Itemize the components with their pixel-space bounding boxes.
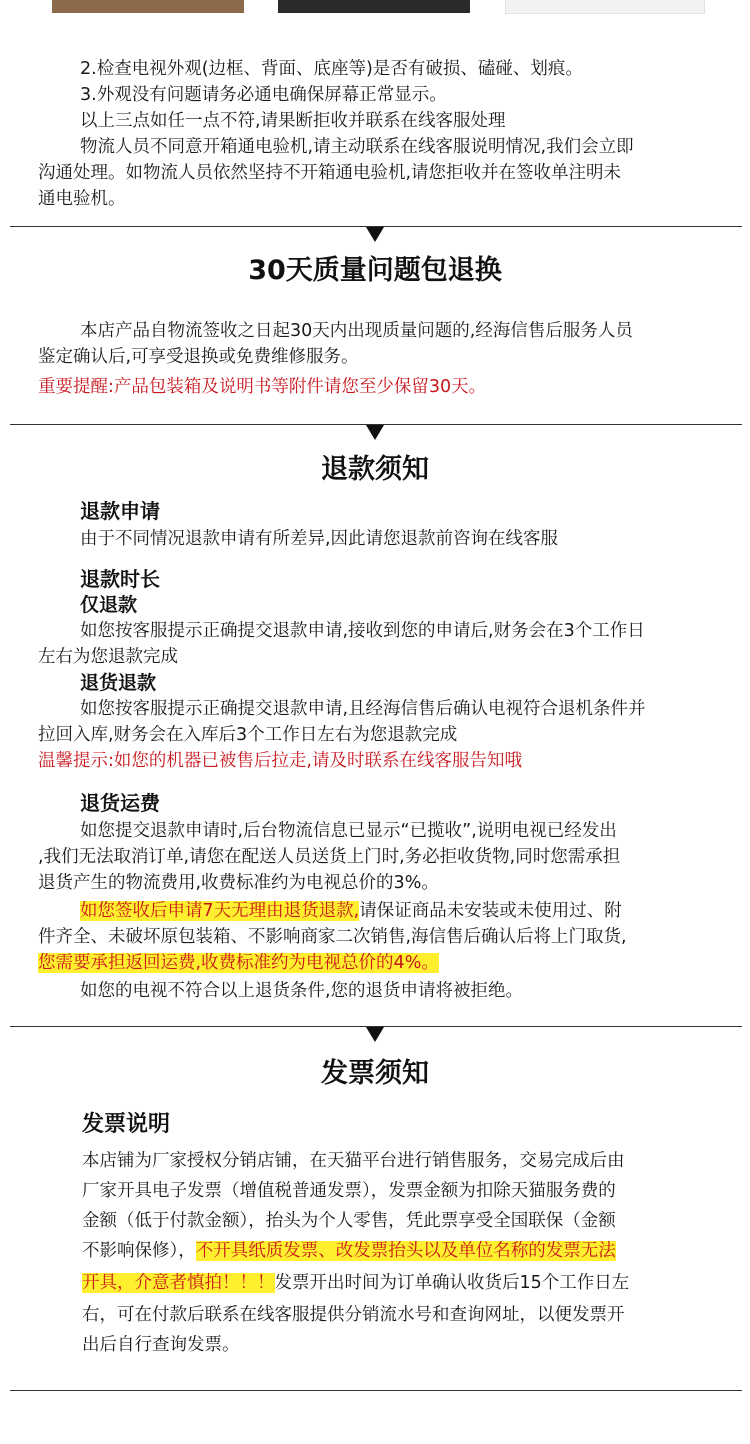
invoice-section-title: 发票须知 [321,1058,429,1089]
no-paper-invoice-highlight: 不开具纸质发票、改发票抬头以及单位名称的发票无法 [195,1241,616,1261]
tv-image-black-frame [278,0,470,13]
return-shipping-text-6 [38,950,439,976]
tv-image-white-frame [505,0,705,14]
invoice-text-4: 不影响保修），不开具纸质发票、改发票抬头以及单位名称的发票无法 [82,1241,616,1261]
caution-highlight: 开具，介意者慎拍！！！ [82,1273,275,1293]
refund-section-title: 退款须知 [321,454,429,485]
return-refund-text-1: 如您按客服提示正确提交退款申请,且经海信售后确认电视符合退机条件并 [80,699,646,719]
invoice-text-2: 厂家开具电子发票（增值税普通发票），发票金额为扣除天猫服务费的 [82,1181,616,1201]
down-arrow-icon [366,227,384,242]
refund-duration-heading: 退款时长 [80,567,160,591]
refund-apply-text: 由于不同情况退款申请有所差异,因此请您退款前咨询在线客服 [80,529,559,549]
inspection-note-4: 通电验机。 [38,189,126,209]
return-refund-text-2: 拉回入库,财务会在入库后3个工作日左右为您退款完成 [38,725,458,745]
inspection-note-2: 物流人员不同意开箱通电验机,请主动联系在线客服说明情况,我们会立即 [80,137,634,157]
refund-warm-tip: 温馨提示:如您的机器已被售后拉走,请及时联系在线客服告知哦 [38,751,522,771]
inspection-step-3: 3.外观没有问题请务必通电确保屏幕正常显示。 [80,85,447,105]
inspection-note-1: 以上三点如任一点不符,请果断拒收并联系在线客服处理 [80,111,506,131]
quality-text-2: 鉴定确认后,可享受退换或免费维修服务。 [38,347,359,367]
refund-only-text-2: 左右为您退款完成 [38,647,178,667]
down-arrow-icon [366,1027,384,1042]
refund-apply-heading: 退款申请 [80,499,160,523]
quality-text-1: 本店产品自物流签收之日起30天内出现质量问题的,经海信售后服务人员 [80,321,633,341]
return-refund-heading: 退货退款 [80,672,157,694]
invoice-text-7: 出后自行查询发票。 [82,1335,240,1355]
return-shipping-text-7: 如您的电视不符合以上退货条件,您的退货申请将被拒绝。 [80,981,524,1001]
refund-only-heading: 仅退款 [80,594,138,616]
inspection-step-2: 2.检查电视外观(边框、背面、底座等)是否有破损、磕碰、划痕。 [80,59,583,79]
return-shipping-text-3: 退货产生的物流费用,收费标准约为电视总价的3%。 [38,873,439,893]
invoice-heading: 发票说明 [82,1112,171,1137]
return-shipping-text-2: ,我们无法取消订单,请您在配送人员送货上门时,务必拒收货物,同时您需承担 [38,847,621,867]
bottom-divider [10,1390,742,1391]
quality-section-title: 30天质量问题包退换 [248,255,502,286]
return-shipping-heading: 退货运费 [80,791,160,815]
down-arrow-icon [366,425,384,440]
invoice-text-3: 金额（低于付款金额），抬头为个人零售，凭此票享受全国联保（金额 [82,1211,616,1231]
tv-image-brown-frame [52,0,244,13]
return-fee-highlight: 您需要承担返回运费,收费标准约为电视总价的4%。 [38,953,439,973]
invoice-text-1: 本店铺为厂家授权分销店铺，在天猫平台进行销售服务，交易完成后由 [82,1151,625,1171]
quality-reminder: 重要提醒:产品包装箱及说明书等附件请您至少保留30天。 [38,377,487,397]
refund-only-text-1: 如您按客服提示正确提交退款申请,接收到您的申请后,财务会在3个工作日 [80,621,645,641]
invoice-text-6: 右，可在付款后联系在线客服提供分销流水号和查询网址，以便发票开 [82,1305,625,1325]
inspection-note-3: 沟通处理。如物流人员依然坚持不开箱通电验机,请您拒收并在签收单注明未 [38,163,622,183]
return-shipping-text-1: 如您提交退款申请时,后台物流信息已显示“已揽收”,说明电视已经发出 [80,821,617,841]
invoice-text-5: 开具，介意者慎拍！！！发票开出时间为订单确认收货后15个工作日左 [82,1273,630,1293]
seven-day-return-highlight: 如您签收后申请7天无理由退货退款, [80,901,360,921]
return-shipping-text-4: 如您签收后申请7天无理由退货退款,请保证商品未安装或未使用过、附 [80,901,622,921]
return-shipping-text-5: 件齐全、未破坏原包装箱、不影响商家二次销售,海信售后确认后将上门取货, [38,927,627,947]
